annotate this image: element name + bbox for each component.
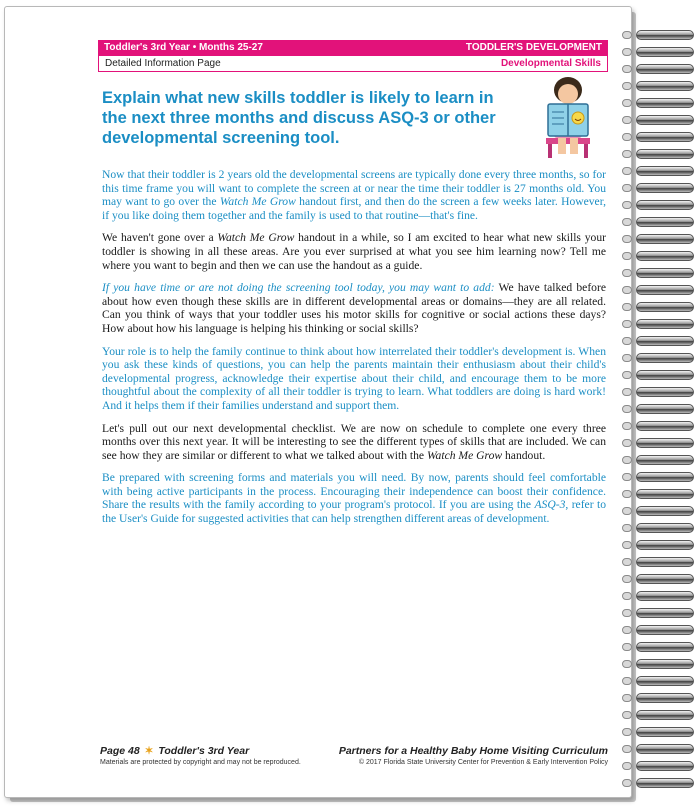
text-run: We haven't gone over a: [102, 231, 218, 245]
spiral-ring: [636, 166, 694, 176]
header-left: Toddler's 3rd Year • Months 25-27: [104, 42, 263, 53]
spiral-ring: [636, 387, 694, 397]
binding-hole: [622, 626, 632, 634]
spiral-ring: [636, 608, 694, 618]
text-run: We have talked before about how even though these skills are in different developmental areas or domains—they are all related. Can you think of ways that your toddler uses his motor skills for cognitive or social actions these days? How about how his language is helping his thinking or social skills?: [102, 281, 606, 335]
page-number-line: [100, 745, 301, 757]
spiral-ring: [636, 727, 694, 737]
binding-hole: [622, 711, 632, 719]
binding-hole: [622, 541, 632, 549]
text-run: Be prepared with screening forms and materials you will need. By now, parents should feel comfortable with being active participants in the process. Encouraging their independence can boost their confidence. Share the results with the family according to your program's protocol. If you are using the: [102, 471, 606, 512]
binding-hole: [622, 745, 632, 753]
binding-hole: [622, 252, 632, 260]
binding-hole: [622, 116, 632, 124]
spiral-ring: [636, 591, 694, 601]
spiral-ring: [636, 302, 694, 312]
binding-hole: [622, 643, 632, 651]
spiral-ring: [636, 506, 694, 516]
spiral-ring: [636, 149, 694, 159]
paragraph-3: [102, 281, 606, 335]
binding-hole: [622, 48, 632, 56]
curriculum-title: Partners for a Healthy Baby Home Visiting Curriculum: [338, 745, 608, 757]
binding-hole: [622, 133, 632, 141]
binding-hole: [622, 762, 632, 770]
binding-hole: [622, 218, 632, 226]
spiral-binding: [636, 30, 700, 800]
binding-hole: [622, 65, 632, 73]
binding-hole: [622, 592, 632, 600]
spiral-ring: [636, 489, 694, 499]
spiral-ring: [636, 64, 694, 74]
spiral-ring: [636, 217, 694, 227]
binding-hole: [622, 201, 632, 209]
footer-right: [339, 745, 608, 766]
binding-hole: [622, 235, 632, 243]
text-run: Watch Me Grow: [217, 231, 295, 245]
spiral-ring: [636, 319, 694, 329]
binding-hole: [622, 609, 632, 617]
spiral-ring: [636, 557, 694, 567]
spiral-ring: [636, 81, 694, 91]
spiral-ring: [636, 336, 694, 346]
body-text: [102, 168, 606, 535]
spiral-ring: [636, 47, 694, 57]
spiral-ring: [636, 98, 694, 108]
binding-hole: [622, 99, 632, 107]
binding-hole: [622, 728, 632, 736]
binding-hole: [622, 286, 632, 294]
spiral-ring: [636, 251, 694, 261]
text-run: , refer to the User's Guide for suggested activities that can help strengthen different areas of development.: [102, 498, 606, 526]
binding-hole: [622, 82, 632, 90]
binding-hole: [622, 150, 632, 158]
spiral-ring: [636, 693, 694, 703]
subheader-bar: [98, 56, 608, 72]
page-type-label: Detailed Information Page: [105, 58, 221, 69]
binding-hole: [622, 779, 632, 787]
text-run: Watch Me Grow: [426, 448, 503, 462]
child-reading-book-illustration: [536, 74, 600, 160]
copyright-notice: Materials are protected by copyright and may not be reproduced.: [100, 759, 301, 766]
spiral-ring: [636, 30, 694, 40]
paragraph-2: [102, 231, 606, 272]
page-heading: Explain what new skills toddler is likely to learn in the next three months and discuss ASQ-3 or other developmental screening tool.: [102, 89, 496, 147]
spiral-ring: [636, 268, 694, 278]
spiral-ring: [636, 574, 694, 584]
footer-section: Toddler's 3rd Year: [158, 745, 250, 757]
binding-hole: [622, 167, 632, 175]
binding-hole: [622, 354, 632, 362]
copyright-holder: © 2017 Florida State University Center for Prevention & Early Intervention Policy: [358, 759, 608, 766]
spiral-ring: [636, 132, 694, 142]
spiral-ring: [636, 625, 694, 635]
spiral-ring: [636, 472, 694, 482]
spiral-ring: [636, 370, 694, 380]
text-run: If you have time or are not doing the screening tool today, you may want to add:: [102, 281, 495, 295]
spiral-ring: [636, 285, 694, 295]
binding-hole: [622, 660, 632, 668]
spiral-ring: [636, 744, 694, 754]
binding-hole: [622, 558, 632, 566]
spiral-ring: [636, 353, 694, 363]
text-run: Watch Me Grow: [219, 195, 296, 209]
spiral-ring: [636, 234, 694, 244]
spiral-ring: [636, 710, 694, 720]
paragraph-6: [102, 471, 606, 525]
spiral-ring: [636, 421, 694, 431]
binding-hole: [622, 677, 632, 685]
text-run: Now that their toddler is 2 years old the developmental screens are typically done every three months, so for this time frame you will want to complete the screen at or near the time their toddler is 27 months old. You may want to go over the: [102, 168, 606, 209]
page-number: Page 48: [100, 745, 140, 757]
spiral-ring: [636, 778, 694, 788]
binding-hole: [622, 439, 632, 447]
binding-hole: [622, 490, 632, 498]
star-icon: ✶: [144, 745, 154, 757]
spiral-ring: [636, 642, 694, 652]
header-bar: [98, 40, 608, 56]
binding-hole: [622, 524, 632, 532]
binding-hole: [622, 388, 632, 396]
paragraph-4: Your role is to help the family continue to think about how interrelated their toddler's development is. When you ask these kinds of questions, you can help the parents maintain their enthusiasm about their child's developmental progress, acknowledge their expertise about their child, and encourage them to be more thoughtful about the complexity of all their toddler is trying to learn. What toddlers are doing is hard work! And it helps them if their families understand and support them.: [102, 344, 606, 412]
header-right: TODDLER'S DEVELOPMENT: [465, 42, 602, 53]
spiral-ring: [636, 183, 694, 193]
paragraph-1: [102, 168, 606, 222]
binding-hole: [622, 31, 632, 39]
spiral-ring: [636, 761, 694, 771]
text-run: handout in a while, so I am excited to hear what new skills your toddler is showing in all these areas. Are you ever surprised at what you see him learning now? Tell me where you want to begin and then we can use the handout as a guide.: [102, 231, 606, 272]
paragraph-5: [102, 422, 606, 463]
binding-hole: [622, 405, 632, 413]
text-run: Let's pull out our next developmental checklist. We are now on schedule to complete one every three months over this next year. It will be interesting to see the different types of skills that are included. We can see how they are similar or different to what we talked about with the: [102, 421, 606, 462]
spiral-ring: [636, 115, 694, 125]
section-label: Developmental Skills: [500, 58, 601, 69]
binding-hole: [622, 575, 632, 583]
binding-hole: [622, 507, 632, 515]
text-run: handout.: [502, 448, 546, 462]
binding-hole: [622, 320, 632, 328]
binding-hole: [622, 184, 632, 192]
text-run: handout first, and then do the screen a few weeks later. However, if you like doing them together and the family is used to that routine—that's fine.: [102, 195, 606, 222]
spiral-ring: [636, 438, 694, 448]
spiral-ring: [636, 200, 694, 210]
spiral-ring: [636, 523, 694, 533]
text-run: ASQ-3: [534, 498, 566, 512]
binding-hole: [622, 473, 632, 481]
binding-hole: [622, 269, 632, 277]
binding-hole: [622, 337, 632, 345]
binding-hole: [622, 456, 632, 464]
binding-hole: [622, 303, 632, 311]
binding-hole: [622, 694, 632, 702]
spiral-ring: [636, 404, 694, 414]
footer-left: [100, 745, 301, 766]
spiral-ring: [636, 676, 694, 686]
spiral-ring: [636, 659, 694, 669]
binding-hole: [622, 371, 632, 379]
spiral-ring: [636, 455, 694, 465]
spiral-ring: [636, 540, 694, 550]
binding-hole: [622, 422, 632, 430]
